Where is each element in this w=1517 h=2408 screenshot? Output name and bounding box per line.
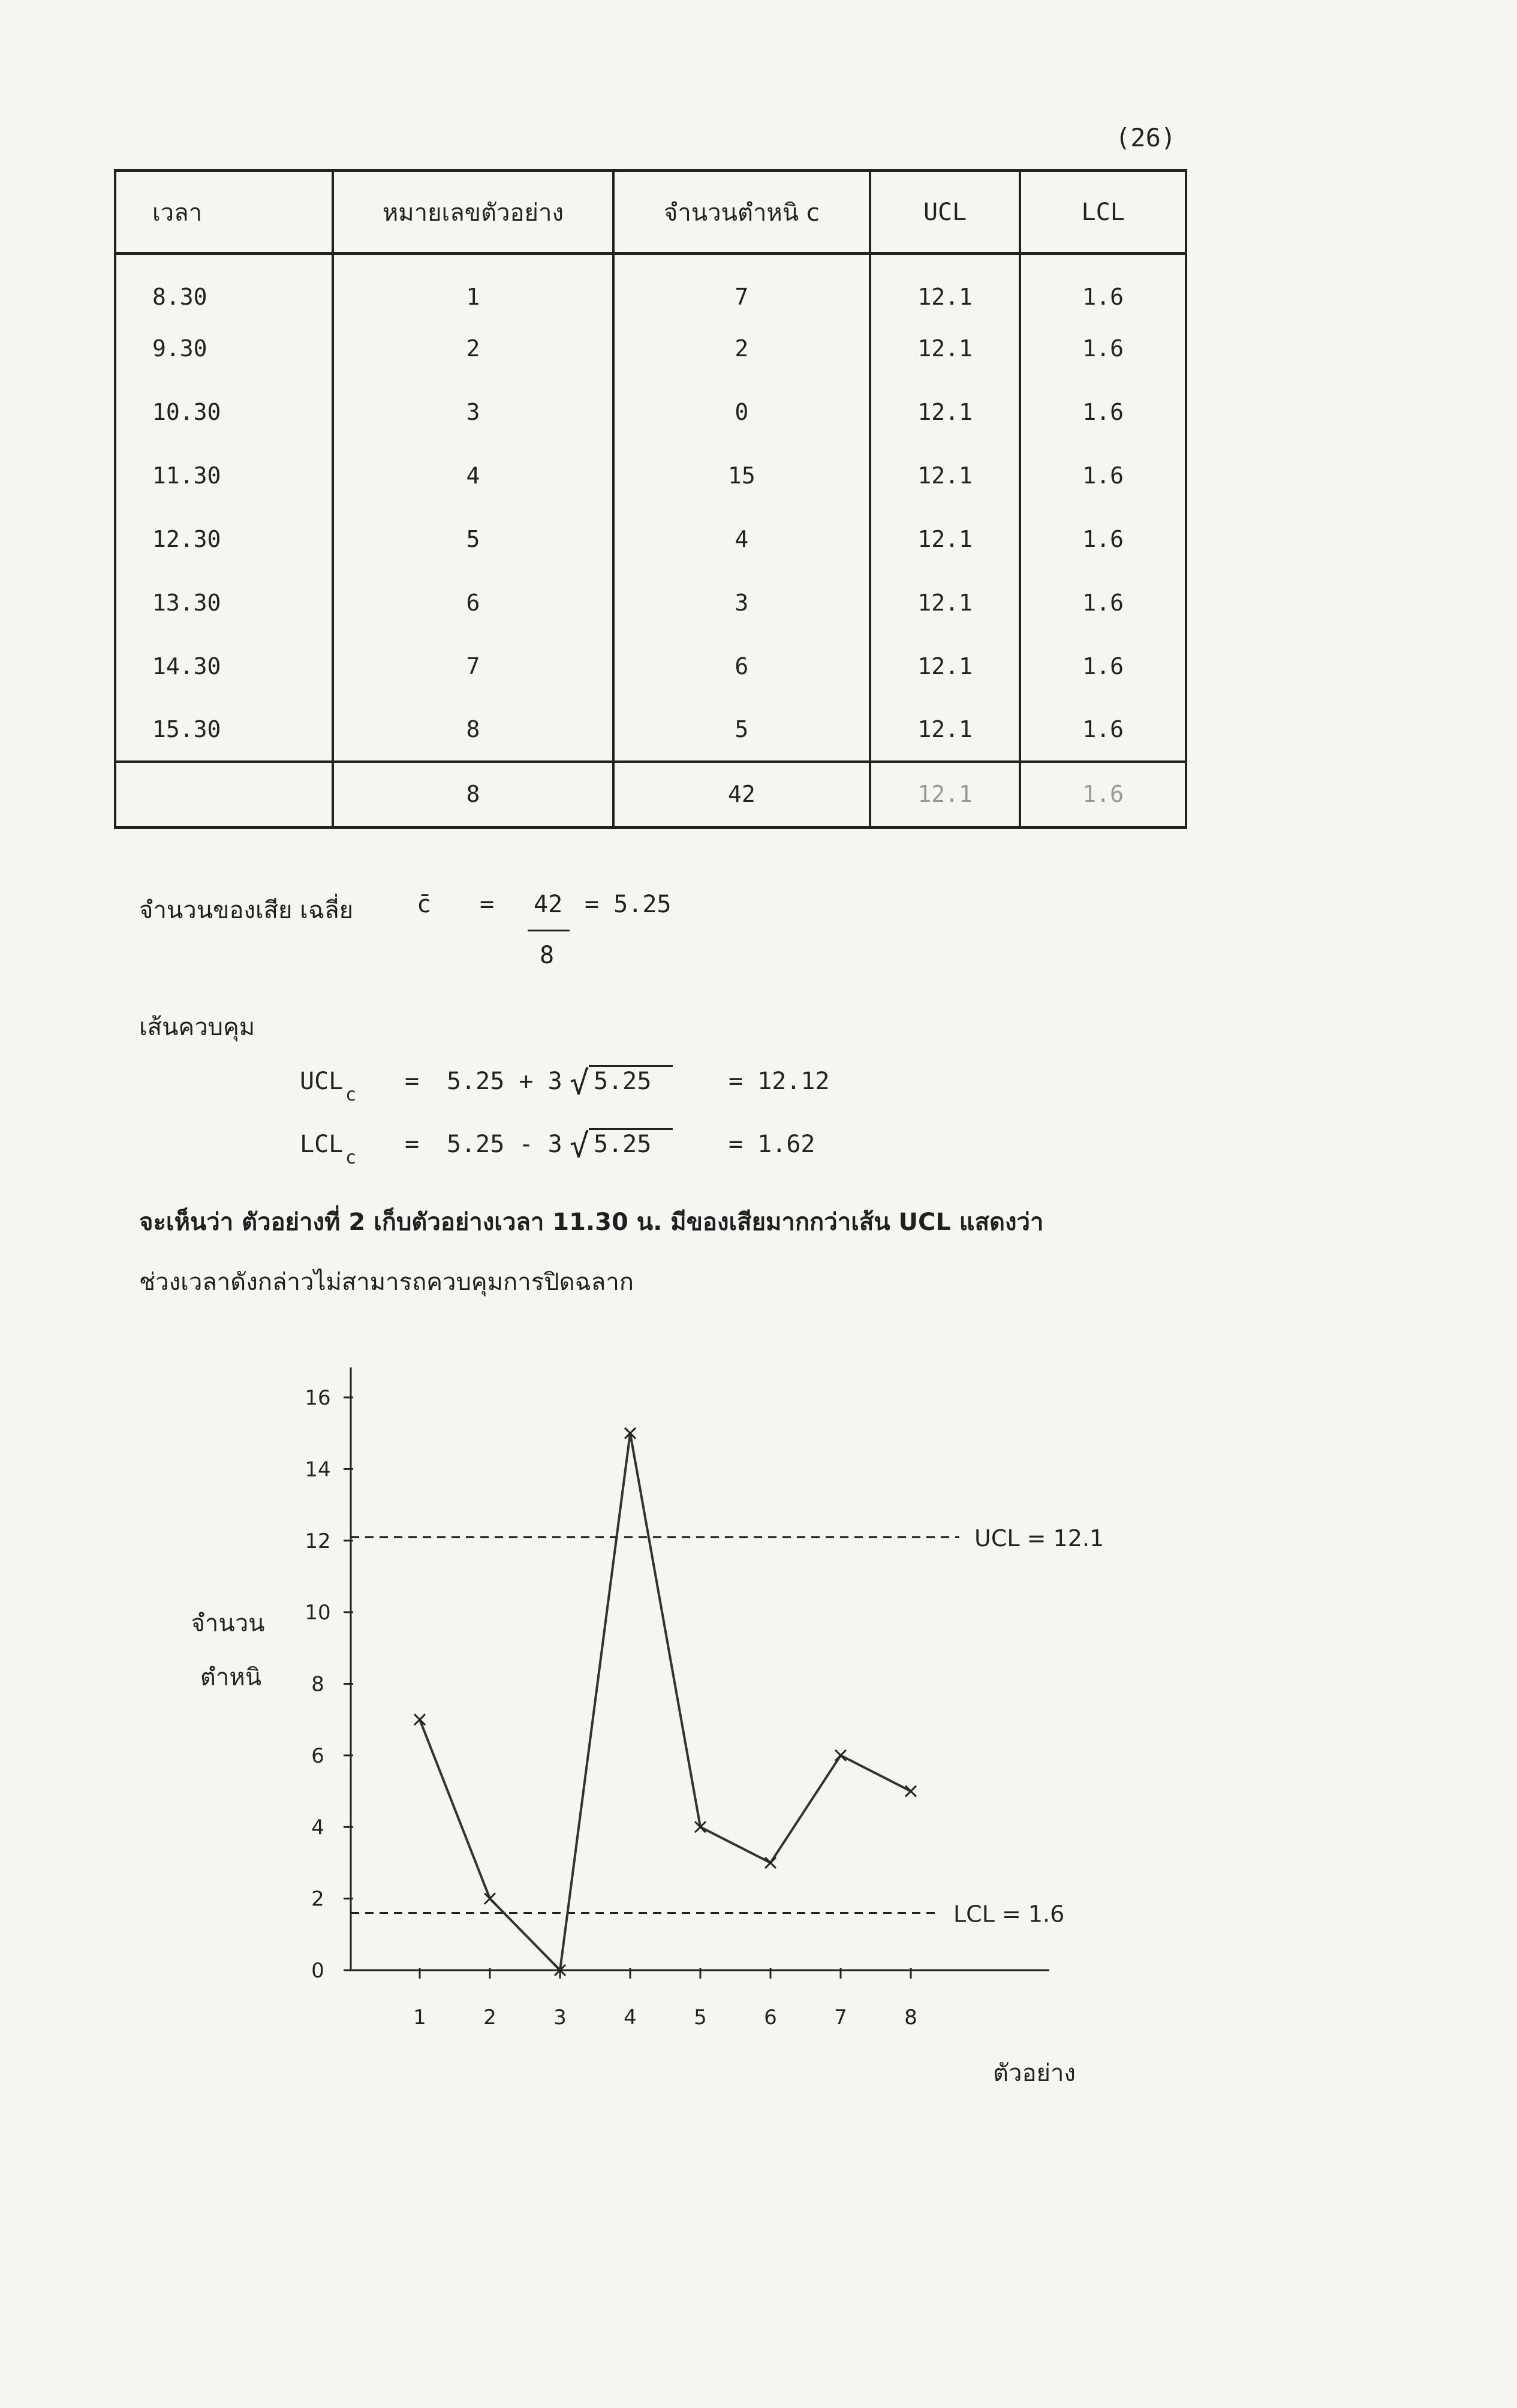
lcl-subscript: c [345,1147,357,1168]
mean-numerator: 42 [534,891,563,918]
time-cell: 10.30 [115,380,333,444]
ucl-expression: 5.25 + 3 [447,1068,562,1095]
mean-symbol: c̄ [417,891,432,918]
time-cell: 15.30 [115,698,333,762]
sample-number-cell: 5 [333,507,613,571]
lcl-result: = 1.62 [729,1131,815,1158]
data-point [835,1750,846,1761]
y-tick-label: 14 [305,1457,331,1482]
defect-count-cell: 4 [613,507,870,571]
mean-result: = 5.25 [585,891,672,918]
x-tick-label: 2 [483,2006,496,2030]
lcl-cell: 1.6 [1020,317,1186,380]
defect-count-cell: 0 [613,380,870,444]
lcl-cell: 1.6 [1020,380,1186,444]
y-tick-label: 0 [311,1959,324,1983]
header-ucl: UCL [870,171,1021,254]
x-tick-label: 1 [413,2006,426,2030]
header-sample-number: หมายเลขตัวอย่าง [333,171,613,254]
control-limits-heading: เส้นควบคุม [139,1014,255,1041]
ucl-cell: 12.1 [870,317,1021,380]
sample-number-cell: 1 [333,254,613,317]
sample-number-cell: 4 [333,444,613,507]
lcl-equals: = [405,1131,420,1158]
defect-count-cell: 7 [613,254,870,317]
conclusion-line-2: ช่วงเวลาดังกล่าวไม่สามารถควบคุมการปิดฉลาก [139,1268,634,1296]
lcl-cell: 1.6 [1020,254,1186,317]
lcl-expression: 5.25 - 3 [447,1131,562,1158]
sample-number-cell: 7 [333,635,613,698]
total-defects: 42 [613,762,870,828]
lcl-cell: 1.6 [1020,698,1186,762]
total-samples: 8 [333,762,613,828]
mean-label: จำนวนของเสีย เฉลี่ย [139,897,354,924]
x-tick-label: 3 [553,2006,567,2030]
defect-count-cell: 3 [613,571,870,635]
x-tick-label: 6 [764,2006,777,2030]
ucl-equals: = [405,1068,420,1095]
lcl-cell: 1.6 [1020,444,1186,507]
sample-number-cell: 2 [333,317,613,380]
y-tick-label: 12 [305,1529,331,1553]
defect-count-cell: 6 [613,635,870,698]
y-tick-label: 16 [305,1386,331,1410]
x-axis-title: ตัวอย่าง [993,2060,1076,2087]
x-tick-label: 5 [694,2006,707,2030]
y-axis-title-line-1: จำนวน [191,1610,265,1637]
defect-count-cell: 2 [613,317,870,380]
mean-equals: = [480,891,495,918]
time-cell: 9.30 [115,317,333,380]
data-point [414,1714,425,1725]
ucl-cell: 12.1 [870,571,1021,635]
lcl-root-value: 5.25 [594,1131,652,1158]
time-cell: 8.30 [115,254,333,317]
y-tick-label: 4 [311,1815,324,1840]
lcl-sqrt-icon: √ [570,1127,589,1165]
y-tick-label: 10 [305,1601,331,1625]
lcl-label: LCL [300,1131,344,1158]
ucl-subscript: c [345,1084,357,1105]
mean-denominator: 8 [540,942,555,969]
ucl-line-label: UCL = 12.1 [974,1525,1104,1552]
lcl-cell: 1.6 [1020,635,1186,698]
total-ucl: 12.1 [870,762,1021,828]
defect-count-cell: 15 [613,444,870,507]
time-cell: 14.30 [115,635,333,698]
ucl-cell: 12.1 [870,444,1021,507]
page-number: (26) [1115,123,1176,152]
data-point [484,1893,495,1904]
lcl-cell: 1.6 [1020,571,1186,635]
time-cell: 13.30 [115,571,333,635]
time-cell: 11.30 [115,444,333,507]
conclusion-line-1: จะเห็นว่า ตัวอย่างที่ 2 เก็บตัวอย่างเวลา 11.30 น. มีของเสียมากกว่าเส้น UCL แสดงว่า [139,1208,1044,1236]
time-cell: 12.30 [115,507,333,571]
x-tick-label: 4 [624,2006,637,2030]
y-axis-title-line-2: ตำหนิ [200,1664,262,1691]
ucl-cell: 12.1 [870,380,1021,444]
ucl-cell: 12.1 [870,698,1021,762]
header-defect-count: จำนวนตำหนิ c [613,171,870,254]
sample-number-cell: 3 [333,380,613,444]
ucl-cell: 12.1 [870,254,1021,317]
series-line [420,1433,911,1970]
x-tick-label: 7 [834,2006,847,2030]
ucl-root-value: 5.25 [594,1068,652,1095]
ucl-cell: 12.1 [870,635,1021,698]
sample-number-cell: 8 [333,698,613,762]
ucl-cell: 12.1 [870,507,1021,571]
total-lcl: 1.6 [1020,762,1186,828]
header-lcl: LCL [1020,171,1186,254]
header-time: เวลา [115,171,333,254]
data-point [765,1857,776,1868]
ucl-sqrt-icon: √ [570,1064,589,1102]
lcl-cell: 1.6 [1020,507,1186,571]
ucl-label: UCL [300,1068,344,1095]
defect-count-cell: 5 [613,698,870,762]
x-tick-label: 8 [904,2006,917,2030]
sample-number-cell: 6 [333,571,613,635]
ucl-result: = 12.12 [729,1068,830,1095]
y-tick-label: 8 [311,1672,324,1697]
data-point [905,1786,916,1797]
y-tick-label: 2 [311,1887,324,1911]
y-tick-label: 6 [311,1743,324,1768]
lcl-line-label: LCL = 1.6 [953,1901,1065,1928]
